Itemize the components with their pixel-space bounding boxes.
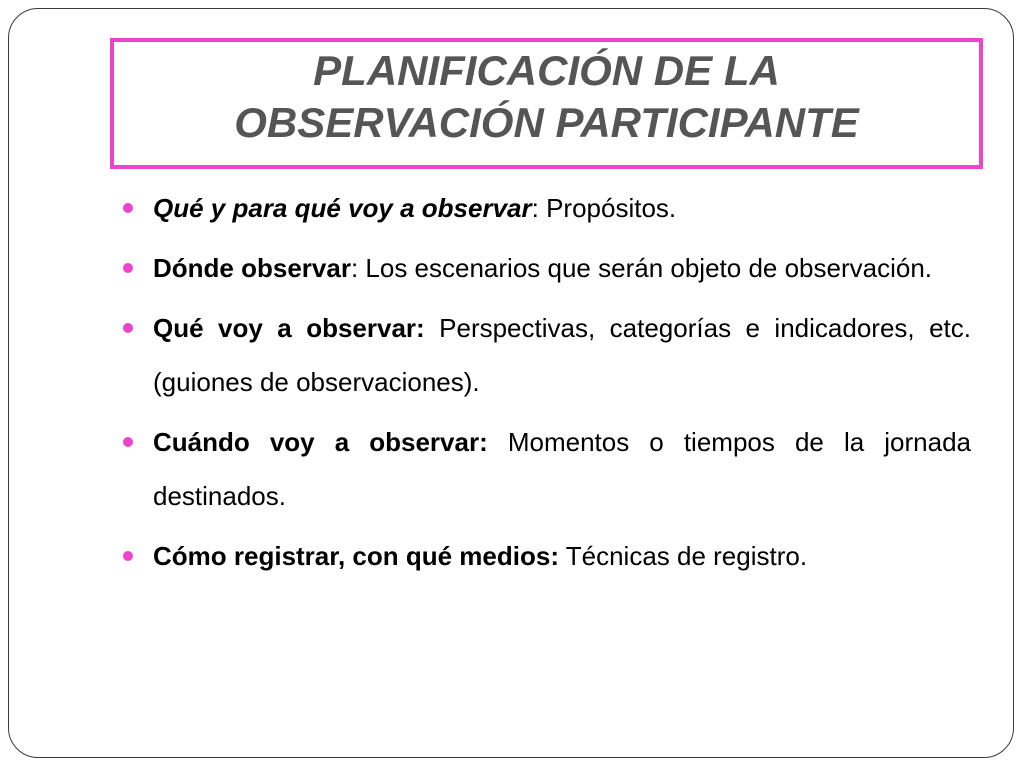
slide-frame (8, 8, 1014, 758)
bullet-dot-icon (123, 203, 133, 213)
bullet-item-when (121, 415, 971, 523)
bullet-separator: : (531, 193, 539, 223)
bullet-label: Dónde observar (153, 253, 351, 283)
bullet-item-purposes (121, 181, 971, 235)
bullet-text: Perspectivas, categorías e indicadores, etc. (guiones de observaciones). (153, 313, 971, 397)
slide-title-line-1: PLANIFICACIÓN DE LA (313, 46, 780, 94)
bullet-separator: : (350, 253, 359, 283)
bullet-text: Propósitos. (538, 193, 677, 223)
title-box (110, 38, 983, 169)
bullet-text: Los escenarios que serán objeto de observación. (358, 253, 933, 283)
bullet-label: Qué y para qué voy a observar (153, 193, 532, 223)
bullet-dot-icon (123, 263, 133, 273)
bullet-item-how (121, 529, 971, 583)
bullet-label: Cuándo voy a observar: (153, 427, 488, 457)
bullet-text: Técnicas de registro. (558, 541, 808, 571)
slide-title (234, 45, 859, 149)
bullet-dot-icon (123, 437, 133, 447)
bullet-list (121, 181, 971, 589)
bullet-item-where (121, 241, 971, 295)
bullet-dot-icon (123, 551, 133, 561)
bullet-dot-icon (123, 323, 133, 333)
slide-title-line-2: OBSERVACIÓN PARTICIPANTE (234, 98, 859, 146)
bullet-label: Cómo registrar, con qué medios: (153, 541, 559, 571)
bullet-label: Qué voy a observar: (153, 313, 425, 343)
bullet-text: Momentos o tiempos de la jornada destinados. (153, 427, 971, 511)
bullet-item-what (121, 301, 971, 409)
